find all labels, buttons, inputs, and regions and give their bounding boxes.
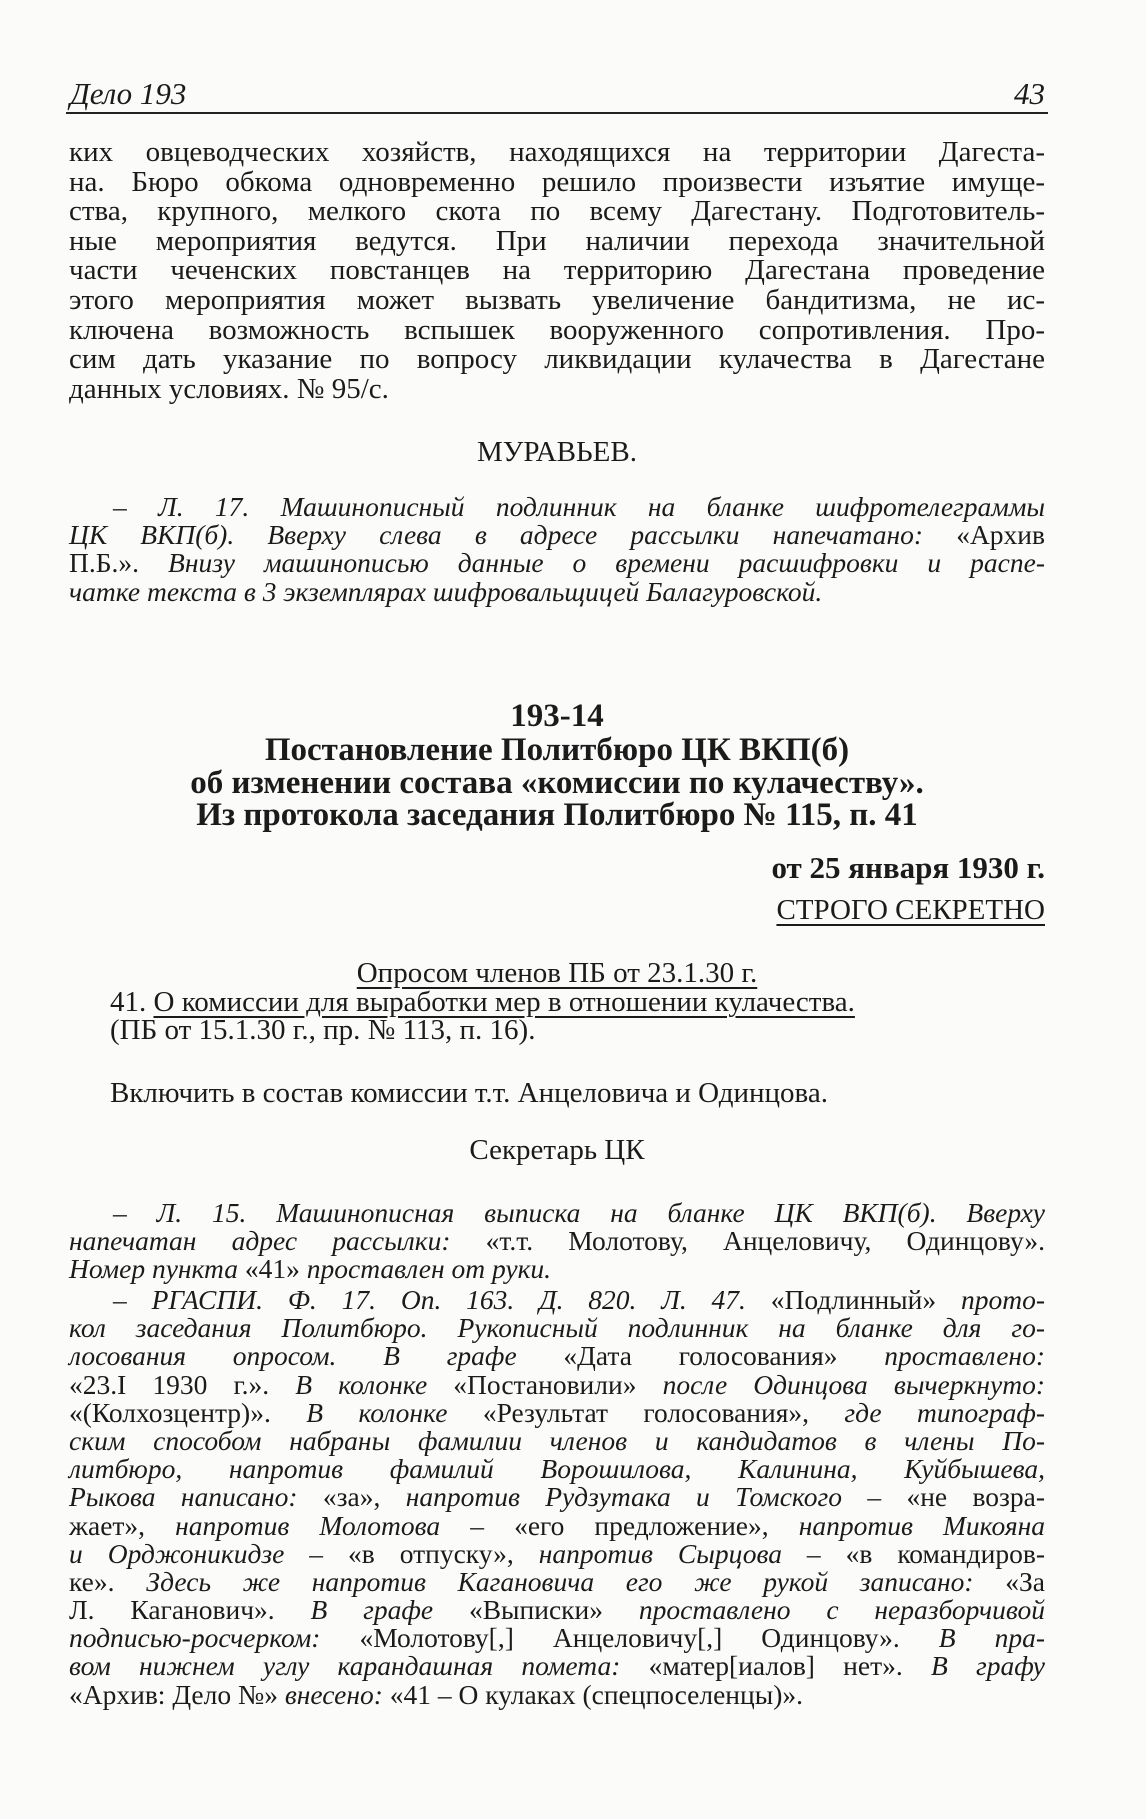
quoted-segment: «в командиров- [845, 1537, 1045, 1569]
italic-segment: проставлен от руки. [299, 1253, 552, 1285]
document-title-line: Из протокола заседания Политбюро № 115, п. 41 [196, 797, 918, 833]
note-line [69, 1342, 1045, 1370]
signatory: Секретарь ЦК [469, 1134, 645, 1166]
quoted-segment: «Постановили» [453, 1368, 637, 1400]
note-line [69, 521, 1045, 549]
italic-segment: где типограф- [809, 1396, 1045, 1428]
page-number: 43 [1014, 76, 1045, 111]
note-line [69, 1255, 1045, 1283]
quoted-segment: «Дата голосования» [563, 1340, 838, 1372]
text-line: ключена возможность вспышек вооруженного сопротивления. Про- [69, 313, 1045, 346]
quoted-segment: «его предложение», [514, 1509, 769, 1541]
italic-segment: лосования опросом. В графе [69, 1340, 564, 1372]
telegram-body-text [69, 138, 1045, 404]
note-line [69, 1286, 1045, 1314]
italic-segment: Внизу машинописью данные о времени расшифровки и распе- [139, 547, 1045, 579]
italic-segment: литбюро, напротив фамилий Ворошилова, Калинина, Куйбышева, [69, 1453, 1045, 1485]
quoted-segment: «Архив [956, 519, 1045, 551]
italic-segment: кол заседания Политбюро. Рукописный подлинник на бланке для го- [69, 1312, 1045, 1344]
italic-segment: ЦК ВКП(б). Вверху слева в адресе рассылки напечатано: [69, 519, 957, 551]
italic-segment: В пра- [899, 1622, 1046, 1654]
item-number: 41. [110, 986, 154, 1018]
italic-segment: ским способом набраны фамилии членов и кандидатов в члены По- [69, 1424, 1045, 1456]
note-line [69, 1596, 1045, 1624]
italic-segment: напротив Сырцова – [513, 1537, 846, 1569]
italic-segment: В колонке [269, 1368, 454, 1400]
text-line: сим дать указание по вопросу ликвидации кулачества в Дагестане [69, 343, 1045, 376]
italic-segment: внесено: [277, 1678, 390, 1710]
note-line [69, 1678, 1045, 1710]
italic-segment: – Л. 15. Машинописная выписка на бланке ЦК ВКП(б). Вверху [113, 1197, 1045, 1228]
italic-segment: и Орджоникидзе – [69, 1537, 349, 1569]
note-line [69, 1537, 1045, 1569]
italic-segment: прото- [936, 1284, 1045, 1315]
italic-segment: Номер пункта [69, 1253, 245, 1285]
text-line: ких овцеводческих хозяйств, находящихся на территории Дагеста- [69, 136, 1045, 168]
text-line: ства, крупного, мелкого скота по всему Дагестану. Подготовитель- [69, 195, 1045, 228]
note-line [69, 1624, 1045, 1652]
classification-text: СТРОГО СЕКРЕТНО [776, 894, 1045, 926]
italic-segment: напротив Рудзутака и Томского – [380, 1481, 907, 1513]
italic-segment: напротив Микояна [768, 1509, 1046, 1541]
note-line [69, 1227, 1045, 1255]
text-line: части чеченских повстанцев на территорию Дагестана проведение [69, 254, 1045, 287]
archival-note-3 [69, 1286, 1045, 1709]
header-rule [66, 112, 1048, 114]
italic-segment: проставлено с неразборчивой [603, 1594, 1045, 1626]
note-line [69, 549, 1045, 577]
italic-segment: напротив Молотова – [145, 1509, 515, 1541]
text-line: этого мероприятия может вызвать увеличение бандитизма, не ис- [69, 283, 1045, 316]
italic-segment: В графе [274, 1594, 469, 1626]
note-line [69, 1314, 1045, 1342]
note-line [69, 1396, 1045, 1428]
italic-segment: Здесь же напротив Кагановича его же рукой записано: [114, 1565, 1006, 1597]
italic-segment: В графу [902, 1650, 1046, 1682]
italic-segment: – Л. 17. Машинописный подлинник на бланке шифротелеграммы [113, 491, 1045, 522]
archival-note-2 [69, 1199, 1045, 1284]
quoted-segment: «не возра- [906, 1481, 1045, 1513]
italic-segment: напечатан адрес рассылки: [69, 1225, 486, 1257]
quoted-segment: «(Колхозцентр)». [69, 1396, 271, 1428]
quoted-segment: «Результат голосования», [482, 1396, 809, 1428]
quoted-segment: «За [1005, 1565, 1045, 1597]
quoted-segment: «за», [322, 1481, 381, 1513]
classification-stamp [69, 894, 1045, 927]
quoted-segment: «23.I 1930 г.». [69, 1368, 270, 1400]
text-line: ные мероприятия ведутся. При наличии перехода значительной [69, 224, 1045, 257]
note-line [69, 1199, 1045, 1227]
note-line [69, 1483, 1045, 1511]
quoted-segment: «41 – О кулаках (спецпоселенцы)». [389, 1678, 803, 1710]
note-line [69, 1565, 1045, 1597]
quoted-segment: П.Б.». [69, 547, 140, 579]
quoted-segment: «в отпуску», [348, 1537, 514, 1569]
italic-segment: проставлено: [837, 1340, 1045, 1372]
note-line [69, 1368, 1045, 1400]
note-line [69, 1455, 1045, 1483]
signature-muravyev: МУРАВЬЕВ. [477, 436, 637, 468]
note-line [69, 1509, 1046, 1541]
italic-segment: подписью-росчерком: [69, 1622, 360, 1654]
quoted-segment: жает», [69, 1509, 146, 1541]
italic-segment: В колонке [270, 1396, 483, 1428]
running-header-case: Дело 193 [70, 76, 187, 111]
quoted-segment: «т.т. Молотову, Анцеловичу, Одинцову». [485, 1225, 1045, 1257]
note-line [69, 575, 1045, 607]
document-number: 193-14 [510, 698, 604, 734]
quoted-segment: «Молотову[,] Анцеловичу[,] Одинцову». [359, 1622, 900, 1654]
item-title: О комиссии для выработки мер в отношении кулачества. [153, 986, 855, 1018]
italic-segment: чатке текста в 3 экземплярах шифровальщицей Балагуровской. [69, 575, 823, 607]
quoted-segment: Л. Каганович». [69, 1594, 275, 1626]
text-line: на. Бюро обкома одновременно решило произвести изъятие имуще- [69, 165, 1045, 198]
note-line [69, 1424, 1045, 1456]
quoted-segment: ке». [69, 1565, 115, 1597]
quoted-segment: «матер[иалов] нет». [648, 1650, 903, 1682]
document-title-line: Постановление Политбюро ЦК ВКП(б) [264, 732, 850, 768]
italic-segment: Рыкова написано: [69, 1481, 323, 1513]
item-reference: (ПБ от 15.1.30 г., пр. № 113, п. 16). [110, 1014, 536, 1046]
note-line [69, 1652, 1045, 1680]
document-date: от 25 января 1930 г. [771, 850, 1045, 885]
italic-segment: вом нижнем углу карандашная помета: [69, 1650, 649, 1682]
italic-segment: – РГАСПИ. Ф. 17. Оп. 163. Д. 820. Л. 47. [113, 1284, 771, 1315]
note-line [69, 493, 1045, 521]
quoted-segment: «Архив: Дело №» [69, 1678, 278, 1710]
document-title-line: об изменении состава «комиссии по кулачеству». [190, 765, 924, 801]
italic-segment: после Одинцова вычеркнуто: [636, 1368, 1045, 1400]
quoted-segment: «41» [244, 1253, 300, 1285]
text-line: данных условиях. № 95/с. [69, 372, 389, 405]
archival-note-1 [69, 493, 1045, 606]
decision-text: Включить в состав комиссии т.т. Анцеловича и Одинцова. [110, 1077, 828, 1109]
quoted-segment: «Выписки» [468, 1594, 604, 1626]
quoted-segment: «Подлинный» [770, 1284, 937, 1315]
poll-text: Опросом членов ПБ от 23.1.30 г. [356, 957, 758, 989]
